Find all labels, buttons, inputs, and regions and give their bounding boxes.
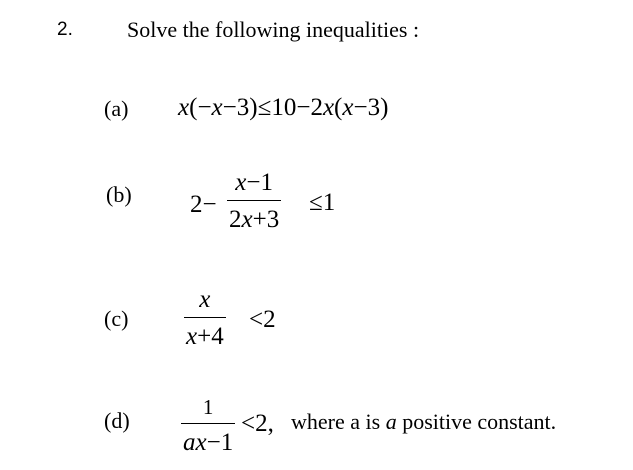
part-b-fraction-bar xyxy=(227,200,281,201)
part-c-numerator: x xyxy=(199,286,211,313)
part-d-note-suffix: positive constant. xyxy=(396,409,557,434)
part-b-denominator: 2x+3 xyxy=(229,206,280,234)
part-b-label: (b) xyxy=(106,182,132,207)
part-a-label: (a) xyxy=(104,96,129,121)
part-b-lead: 2− xyxy=(190,191,217,218)
question-number: 2. xyxy=(57,19,73,40)
part-c-fraction-bar xyxy=(184,317,226,318)
part-d-note xyxy=(291,411,556,433)
part-d-label: (d) xyxy=(104,408,130,433)
part-c-fraction xyxy=(184,287,226,349)
part-d-note-prefix: where a is xyxy=(291,409,386,434)
part-a-expression: x(−x−3)≤10−2x(x−3) xyxy=(178,94,389,121)
part-b-tail: ≤1 xyxy=(309,189,336,216)
part-d-denominator: ax−1 xyxy=(183,429,234,457)
part-d-tail: <2, xyxy=(241,410,274,437)
part-b-numerator: x−1 xyxy=(235,169,273,196)
part-d-note-variable: a xyxy=(385,409,397,434)
part-d-numerator: 1 xyxy=(202,395,214,419)
part-c-tail: <2 xyxy=(249,306,276,333)
part-c-denominator: x+4 xyxy=(186,323,224,351)
part-c-label: (c) xyxy=(104,306,129,331)
part-d-fraction-bar xyxy=(181,423,235,424)
question-instruction: Solve the following inequalities : xyxy=(127,17,420,42)
part-b-fraction xyxy=(227,170,281,232)
part-d-fraction xyxy=(181,397,235,455)
